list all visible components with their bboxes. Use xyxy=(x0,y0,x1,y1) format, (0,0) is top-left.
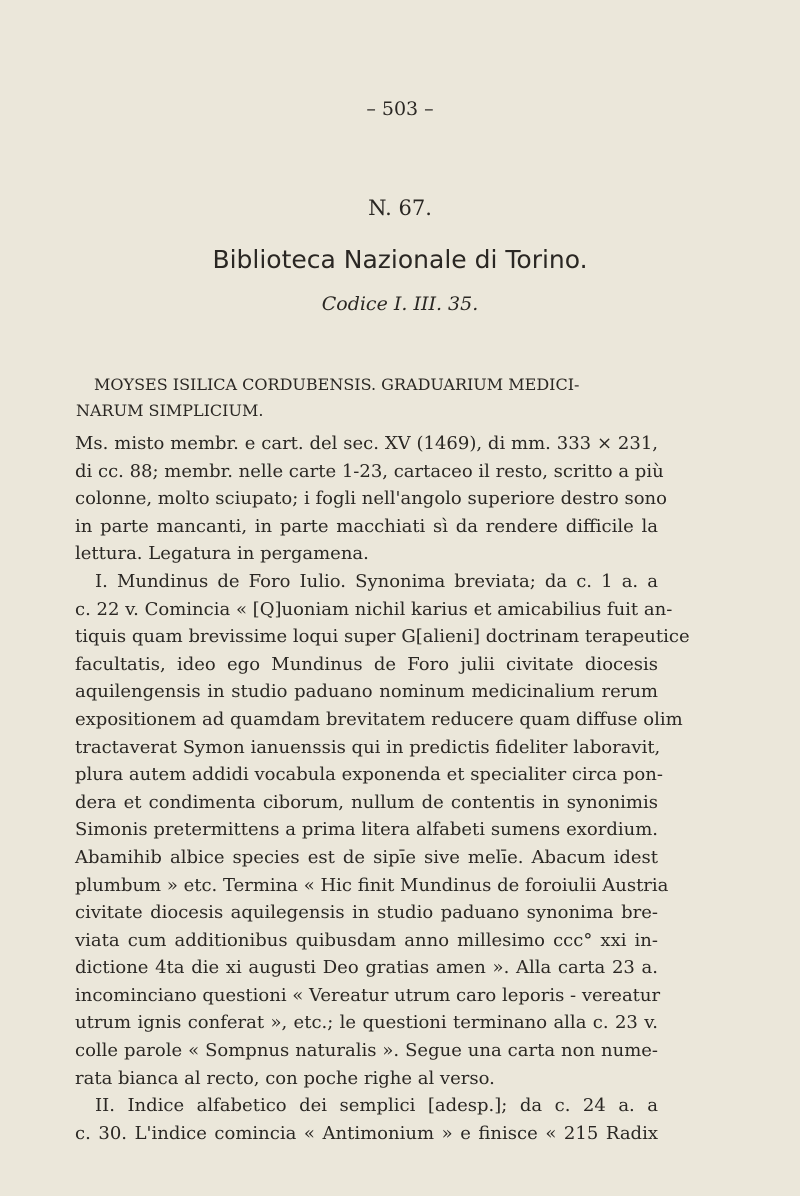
section-heading-line: II. Indice alfabetico dei semplici [adesp.]; da c. 24 a. a xyxy=(95,1095,658,1117)
text-line: c. 30. L'indice comincia « Antimonium » e finisce « 215 Radix xyxy=(75,1122,658,1144)
text-line: facultatis, ideo ego Mundinus de Foro julii civitate diocesis xyxy=(75,653,658,675)
text-line: Simonis pretermittens a prima litera alfabeti sumens exordium. xyxy=(75,819,658,841)
text-line: civitate diocesis aquilegensis in studio paduano synonima bre- xyxy=(75,902,658,924)
page-number: – 503 – xyxy=(366,98,434,120)
text-line: tiquis quam brevissime loqui super G[alieni] doctrinam terapeutice xyxy=(75,626,690,648)
text-line: dictione 4ta die xi augusti Deo gratias amen ». Alla carta 23 a. xyxy=(75,957,658,979)
text-line: utrum ignis conferat », etc.; le questioni terminano alla c. 23 v. xyxy=(75,1012,658,1034)
text-line: Abamihib albice species est de sipīe sive melīe. Abacum idest xyxy=(75,846,658,868)
text-line: in parte mancanti, in parte macchiati sì da rendere difficile la xyxy=(75,515,658,537)
text-line: rata bianca al recto, con poche righe al verso. xyxy=(75,1067,495,1089)
text-line: colonne, molto sciupato; i fogli nell'angolo superiore destro sono xyxy=(75,488,667,510)
text-line: c. 22 v. Comincia « [Q]uoniam nichil karius et amicabilius fuit an- xyxy=(75,598,673,620)
library-title: Biblioteca Nazionale di Torino. xyxy=(212,245,588,274)
text-line: tractaverat Symon ianuenssis qui in predictis fideliter laboravit, xyxy=(75,736,661,758)
text-line: di cc. 88; membr. nelle carte 1-23, cartaceo il resto, scritto a più xyxy=(75,460,664,482)
description-body xyxy=(75,430,690,1147)
text-line: expositionem ad quamdam brevitatem reducere quam diffuse olim xyxy=(75,708,683,730)
text-line: aquilengensis in studio paduano nominum medicinalium rerum xyxy=(75,681,658,703)
heading-line: MOYSES ISILICA CORDUBENSIS. GRADUARIUM MEDICI- xyxy=(94,375,580,394)
codex-shelfmark: Codice I. III. 35. xyxy=(321,293,479,315)
work-heading xyxy=(76,372,694,424)
document-number: N. 67. xyxy=(368,196,432,220)
text-line: plumbum » etc. Termina « Hic finit Mundinus de foroiulii Austria xyxy=(75,874,669,896)
text-line: lettura. Legatura in pergamena. xyxy=(75,543,369,565)
text-line: plura autem addidi vocabula exponenda et specialiter circa pon- xyxy=(75,764,663,786)
text-line: colle parole « Sompnus naturalis ». Segue una carta non nume- xyxy=(75,1040,658,1062)
text-line: incominciano questioni « Vereatur utrum caro leporis - vereatur xyxy=(75,984,661,1006)
heading-line: NARUM SIMPLICIUM. xyxy=(76,401,264,420)
section-heading-line: I. Mundinus de Foro Iulio. Synonima breviata; da c. 1 a. a xyxy=(95,570,658,592)
text-line: Ms. misto membr. e cart. del sec. XV (1469), di mm. 333 × 231, xyxy=(75,433,658,454)
text-line: viata cum additionibus quibusdam anno millesimo ccc° xxi in- xyxy=(75,929,658,951)
text-line: dera et condimenta ciborum, nullum de contentis in synonimis xyxy=(75,791,658,813)
